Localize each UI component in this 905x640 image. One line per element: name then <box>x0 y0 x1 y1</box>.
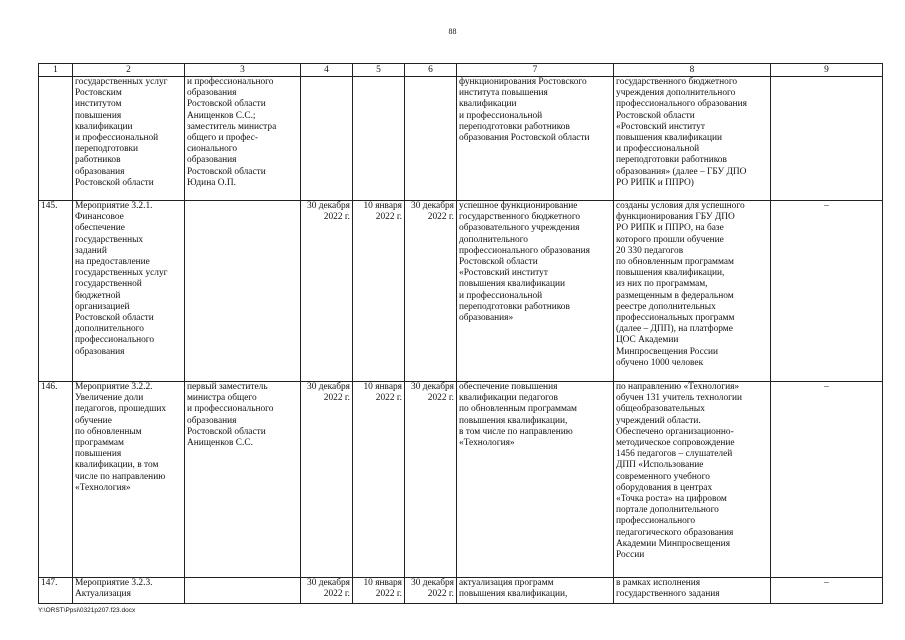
table-row <box>39 578 883 604</box>
report-table <box>38 63 883 604</box>
date-cell-4: 30 декабря 2022 г. <box>301 578 353 604</box>
header-row <box>39 64 883 77</box>
table-row <box>39 382 883 578</box>
row-number: 147. <box>39 578 73 604</box>
column-header-5: 5 <box>353 64 405 77</box>
expected-result-cell: успешное функционирование государственного бюджетного образовательного учреждения дополнительного профессионального образования Ростовской области «Ростовский институт повышения квалификации и профессиональной переподготовки работников образования» <box>457 201 614 382</box>
table-row <box>39 77 883 201</box>
column-header-3: 3 <box>185 64 301 77</box>
measure-cell: государственных услуг Ростовским институтом повышения квалификации и профессиональной переподготовки работников образования Ростовской области <box>73 77 185 201</box>
date-cell-6: 30 декабря 2022 г. <box>405 201 457 382</box>
column-header-6: 6 <box>405 64 457 77</box>
date-cell-4: 30 декабря 2022 г. <box>301 201 353 382</box>
row-number: 146. <box>39 382 73 578</box>
note-cell: – <box>771 382 883 578</box>
note-cell <box>771 77 883 201</box>
column-header-9: 9 <box>771 64 883 77</box>
responsible-cell <box>185 201 301 382</box>
responsible-cell: и профессионального образования Ростовской области Анищенков С.С.; заместитель министра общего и профес- сионального образования Ростовской области Юдина О.П. <box>185 77 301 201</box>
file-path-footer: Y:\ORST\Ppsi\0321p207.f23.docx <box>38 607 136 614</box>
actual-result-cell: созданы условия для успешного функционирования ГБУ ДПО РО РИПК и ППРО, на базе которого прошли обучение 20 330 педагогов по обновленным программам повышения квалификации, из них по программам, размещенным в федеральном реестре дополнительных профессиональных программ (далее – ДПП), на платформе ЦОС Академии Минпросвещения России обучено 1000 человек <box>614 201 771 382</box>
date-cell-5 <box>353 77 405 201</box>
responsible-cell: первый заместитель министра общего и профессионального образования Ростовской области Анищенков С.С. <box>185 382 301 578</box>
date-cell-5: 10 января 2022 г. <box>353 201 405 382</box>
column-header-8: 8 <box>614 64 771 77</box>
date-cell-6 <box>405 77 457 201</box>
date-cell-6: 30 декабря 2022 г. <box>405 578 457 604</box>
responsible-cell <box>185 578 301 604</box>
measure-cell: Мероприятие 3.2.2. Увеличение доли педагогов, прошедших обучение по обновленным программам повышения квалификации, в том числе по направлению «Технология» <box>73 382 185 578</box>
row-number <box>39 77 73 201</box>
note-cell: – <box>771 201 883 382</box>
expected-result-cell: актуализация программ повышения квалификации, <box>457 578 614 604</box>
note-cell: – <box>771 578 883 604</box>
column-header-2: 2 <box>73 64 185 77</box>
actual-result-cell: государственного бюджетного учреждения дополнительного профессионального образования Ростовской области «Ростовский институт повышения квалификации и профессиональной переподготовки работников образования» (далее – ГБУ ДПО РО РИПК и ППРО) <box>614 77 771 201</box>
date-cell-6: 30 декабря 2022 г. <box>405 382 457 578</box>
date-cell-4 <box>301 77 353 201</box>
expected-result-cell: функционирования Ростовского института повышения квалификации и профессиональной переподготовки работников образования Ростовской области <box>457 77 614 201</box>
date-cell-5: 10 января 2022 г. <box>353 382 405 578</box>
measure-cell: Мероприятие 3.2.3. Актуализация <box>73 578 185 604</box>
page-number: 88 <box>448 27 457 36</box>
column-header-4: 4 <box>301 64 353 77</box>
date-cell-5: 10 января 2022 г. <box>353 578 405 604</box>
actual-result-cell: по направлению «Технология» обучен 131 учитель технологии общеобразовательных учреждений области. Обеспечено организационно- методическое сопровождение 1456 педагогов – слушателей ДПП «Использование современного учебного оборудования в центрах «Точка роста» на цифровом портале дополнительного профессионального педагогического образования Академии Минпросвещения России <box>614 382 771 578</box>
date-cell-4: 30 декабря 2022 г. <box>301 382 353 578</box>
table-row <box>39 201 883 382</box>
column-header-1: 1 <box>39 64 73 77</box>
column-header-7: 7 <box>457 64 614 77</box>
actual-result-cell: в рамках исполнения государственного задания <box>614 578 771 604</box>
expected-result-cell: обеспечение повышения квалификации педагогов по обновленным программам повышения квалификации, в том числе по направлению «Технология» <box>457 382 614 578</box>
measure-cell: Мероприятие 3.2.1. Финансовое обеспечение государственных заданий на предоставление государственных услуг государственной бюджетной организацией Ростовской области дополнительного профессионального образования <box>73 201 185 382</box>
row-number: 145. <box>39 201 73 382</box>
